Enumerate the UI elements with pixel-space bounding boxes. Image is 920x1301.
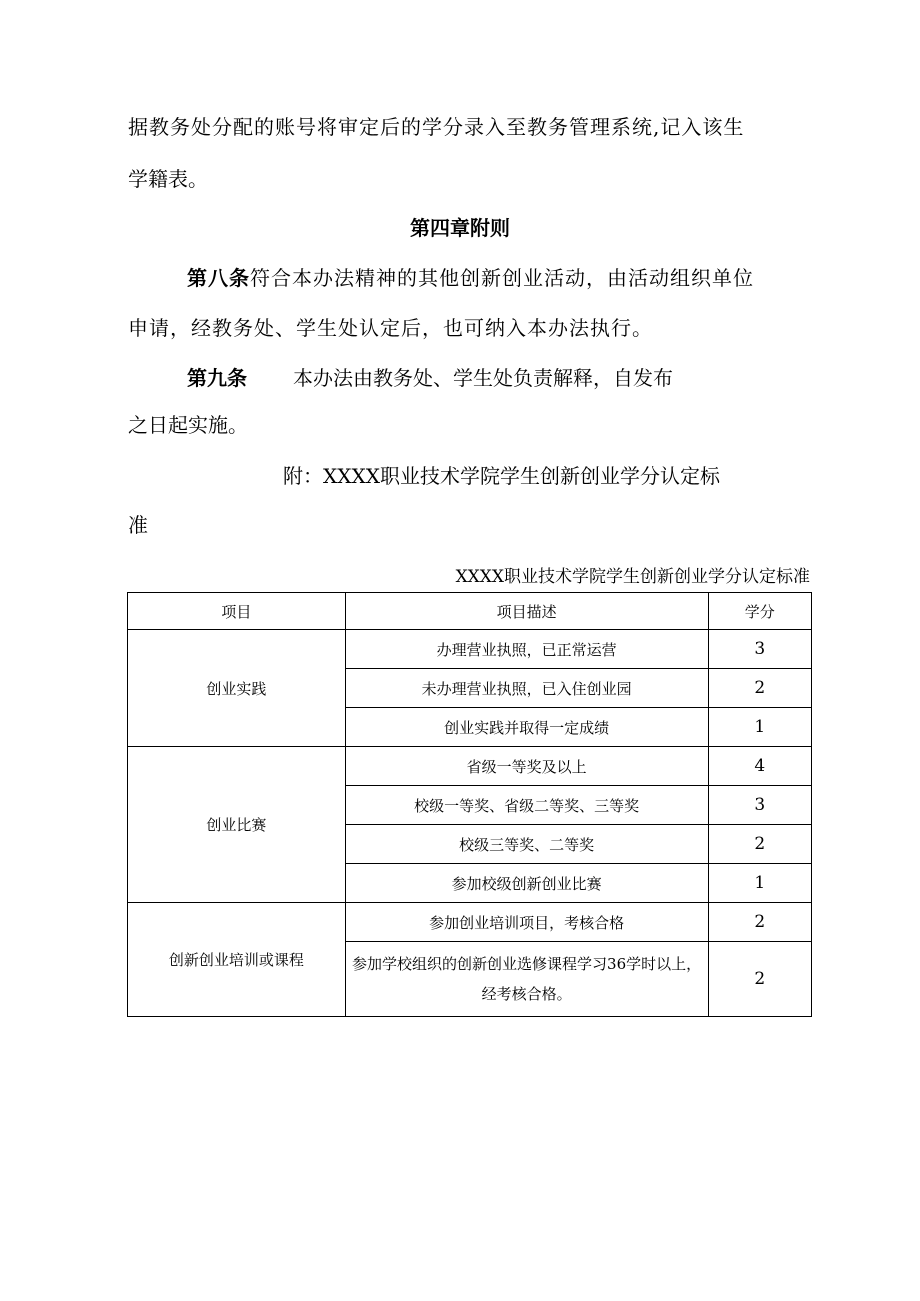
description-cell: 校级一等奖、省级二等奖、三等奖 [345, 786, 708, 825]
header-description: 项目描述 [345, 593, 708, 630]
header-project: 项目 [128, 593, 346, 630]
table-title: XXXX职业技术学院学生创新创业学分认定标准 [455, 567, 810, 587]
credit-cell: 3 [708, 630, 811, 669]
description-cell: 参加学校组织的创新创业选修课程学习36学时以上，经考核合格。 [345, 942, 708, 1017]
article-9-line-1 [187, 364, 673, 392]
credit-cell: 3 [708, 786, 811, 825]
chapter-heading: 第四章附则 [410, 216, 510, 240]
article-8-text: 符合本办法精神的其他创新创业活动，由活动组织单位 [250, 266, 754, 290]
credit-standards-table [127, 592, 812, 1017]
attachment-line-1: 附：XXXX职业技术学院学生创新创业学分认定标 [283, 464, 720, 488]
article-8-line-1 [187, 264, 754, 292]
article-9-line-2: 之日起实施。 [128, 413, 248, 437]
description-cell: 参加校级创新创业比赛 [345, 864, 708, 903]
project-cell: 创业实践 [128, 630, 346, 747]
table-header-row [128, 593, 812, 630]
project-cell: 创新创业培训或课程 [128, 903, 346, 1017]
description-cell: 校级三等奖、二等奖 [345, 825, 708, 864]
article-8-label: 第八条 [187, 266, 250, 290]
description-cell: 参加创业培训项目，考核合格 [345, 903, 708, 942]
credit-cell: 1 [708, 708, 811, 747]
header-credit: 学分 [708, 593, 811, 630]
article-9-label: 第九条 [187, 366, 247, 390]
description-cell: 办理营业执照，已正常运营 [345, 630, 708, 669]
credit-cell: 2 [708, 669, 811, 708]
description-cell: 创业实践并取得一定成绩 [345, 708, 708, 747]
credit-cell: 1 [708, 864, 811, 903]
credit-cell: 2 [708, 942, 811, 1017]
paragraph-line: 据教务处分配的账号将审定后的学分录入至教务管理系统,记入该生 [128, 115, 745, 139]
article-8-line-2: 申请，经教务处、学生处认定后，也可纳入本办法执行。 [128, 316, 653, 340]
paragraph-line: 学籍表。 [128, 167, 208, 191]
table-row [128, 747, 812, 786]
table-row [128, 630, 812, 669]
credit-cell: 4 [708, 747, 811, 786]
attachment-line-2: 准 [128, 513, 148, 537]
description-cell: 未办理营业执照，已入住创业园 [345, 669, 708, 708]
table-row [128, 903, 812, 942]
project-cell: 创业比赛 [128, 747, 346, 903]
credit-cell: 2 [708, 903, 811, 942]
description-cell: 省级一等奖及以上 [345, 747, 708, 786]
credit-cell: 2 [708, 825, 811, 864]
article-9-text: 本办法由教务处、学生处负责解释，自发布 [293, 366, 673, 390]
